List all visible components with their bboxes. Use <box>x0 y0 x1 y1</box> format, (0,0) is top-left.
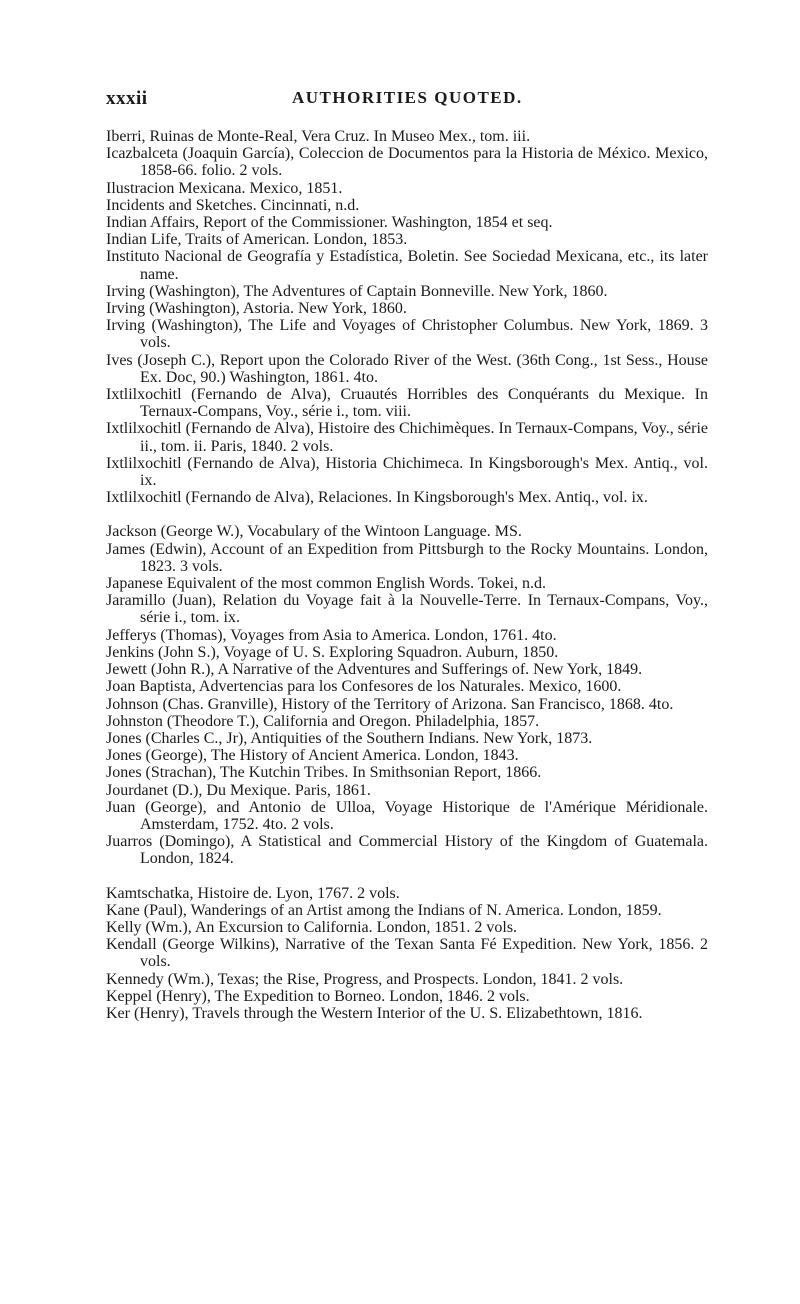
letter-group <box>106 885 708 1023</box>
bibliography-entry: Ilustracion Mexicana. Mexico, 1851. <box>106 179 343 197</box>
bibliography-entry: Ixtlilxochitl (Fernando de Alva), Histoire des Chichimèques. In Ternaux-Compans, Voy., série ii., tom. ii. Paris, 1840. 2 vols. <box>106 420 708 455</box>
bibliography-entry: Ixtlilxochitl (Fernando de Alva), Relaciones. In Kingsborough's Mex. Antiq., vol. ix. <box>106 489 648 507</box>
bibliography-entry: Ives (Joseph C.), Report upon the Colorado River of the West. (36th Cong., 1st Sess., House Ex. Doc, 90.) Washington, 1861. 4to. <box>106 351 708 386</box>
bibliography-entry: Joan Baptista, Advertencias para los Confesores de los Naturales. Mexico, 1600. <box>106 678 622 696</box>
bibliography-entry: Irving (Washington), Astoria. New York, 1860. <box>106 300 407 318</box>
bibliography-entry: Juarros (Domingo), A Statistical and Commercial History of the Kingdom of Guatemala. London, 1824. <box>106 833 708 868</box>
bibliography-entry: Jaramillo (Juan), Relation du Voyage fait à la Nouvelle-Terre. In Ternaux-Compans, Voy., série i., tom. ix. <box>106 592 708 627</box>
bibliography-entry: Jackson (George W.), Vocabulary of the Wintoon Language. MS. <box>106 523 522 541</box>
page-number: xxxii <box>106 88 148 109</box>
bibliography-entry: Incidents and Sketches. Cincinnati, n.d. <box>106 196 360 214</box>
bibliography-entry: Kennedy (Wm.), Texas; the Rise, Progress, and Prospects. London, 1841. 2 vols. <box>106 970 624 988</box>
bibliography-entry: Jones (Strachan), The Kutchin Tribes. In Smithsonian Report, 1866. <box>106 764 542 782</box>
bibliography-entry: Irving (Washington), The Adventures of Captain Bonneville. New York, 1860. <box>106 282 608 300</box>
bibliography-entry: Kamtschatka, Histoire de. Lyon, 1767. 2 vols. <box>106 884 400 902</box>
bibliography-entry: Japanese Equivalent of the most common English Words. Tokei, n.d. <box>106 575 547 593</box>
running-title: AUTHORITIES QUOTED. <box>292 88 523 107</box>
page-header <box>106 88 708 114</box>
bibliography-entry: Jewett (John R.), A Narrative of the Adventures and Sufferings of. New York, 1849. <box>106 661 643 679</box>
letter-group <box>106 128 708 506</box>
bibliography-entry: Iberri, Ruinas de Monte-Real, Vera Cruz. In Museo Mex., tom. iii. <box>106 128 531 145</box>
bibliography-entry: Jones (Charles C., Jr), Antiquities of the Southern Indians. New York, 1873. <box>106 729 593 747</box>
bibliography-entry: Irving (Washington), The Life and Voyages of Christopher Columbus. New York, 1869. 3 vols. <box>106 317 708 352</box>
bibliography-entry: Jourdanet (D.), Du Mexique. Paris, 1861. <box>106 781 371 799</box>
section-gap <box>106 506 708 523</box>
bibliography-entry: Ixtlilxochitl (Fernando de Alva), Historia Chichimeca. In Kingsborough's Mex. Antiq., vol. ix. <box>106 454 708 490</box>
bibliography-entry: Ker (Henry), Travels through the Western Interior of the U. S. Elizabethtown, 1816. <box>106 1004 643 1022</box>
bibliography-entry: Keppel (Henry), The Expedition to Borneo. London, 1846. 2 vols. <box>106 987 530 1005</box>
bibliography-entry: Instituto Nacional de Geografía y Estadística, Boletin. See Sociedad Mexicana, etc., its later name. <box>106 248 708 283</box>
bibliography-entry: Indian Affairs, Report of the Commissioner. Washington, 1854 et seq. <box>106 214 553 232</box>
bibliography-entry: Juan (George), and Antonio de Ulloa, Voyage Historique de l'Amérique Méridionale. Amsterdam, 1752. 4to. 2 vols. <box>106 798 708 833</box>
section-gap <box>106 868 708 885</box>
bibliography-entry: Icazbalceta (Joaquin García), Coleccion de Documentos para la Historia de México. Mexico, 1858-66. folio. 2 vols. <box>106 145 708 180</box>
bibliography-entry: Jenkins (John S.), Voyage of U. S. Exploring Squadron. Auburn, 1850. <box>106 643 559 661</box>
bibliography-entry: Johnson (Chas. Granville), History of the Territory of Arizona. San Francisco, 1868. 4to. <box>106 695 674 713</box>
bibliography-entry: Jones (George), The History of Ancient America. London, 1843. <box>106 747 519 765</box>
book-page <box>106 0 708 1304</box>
bibliography-entry: Kelly (Wm.), An Excursion to California. London, 1851. 2 vols. <box>106 918 518 936</box>
bibliography-entry: Kane (Paul), Wanderings of an Artist among the Indians of N. America. London, 1859. <box>106 901 662 919</box>
bibliography-list <box>106 128 708 1022</box>
bibliography-entry: Ixtlilxochitl (Fernando de Alva), Cruautés Horribles des Conquérants du Mexique. In Ternaux-Compans, Voy., série i., tom. viii. <box>106 386 708 421</box>
bibliography-entry: Kendall (George Wilkins), Narrative of the Texan Santa Fé Expedition. New York, 1856. 2 vols. <box>106 936 708 971</box>
bibliography-entry: Indian Life, Traits of American. London, 1853. <box>106 231 408 249</box>
bibliography-entry: James (Edwin), Account of an Expedition from Pittsburgh to the Rocky Mountains. London, 1823. 3 vols. <box>106 540 708 575</box>
bibliography-entry: Jefferys (Thomas), Voyages from Asia to America. London, 1761. 4to. <box>106 626 557 644</box>
bibliography-entry: Johnston (Theodore T.), California and Oregon. Philadelphia, 1857. <box>106 712 540 730</box>
letter-group <box>106 523 708 867</box>
